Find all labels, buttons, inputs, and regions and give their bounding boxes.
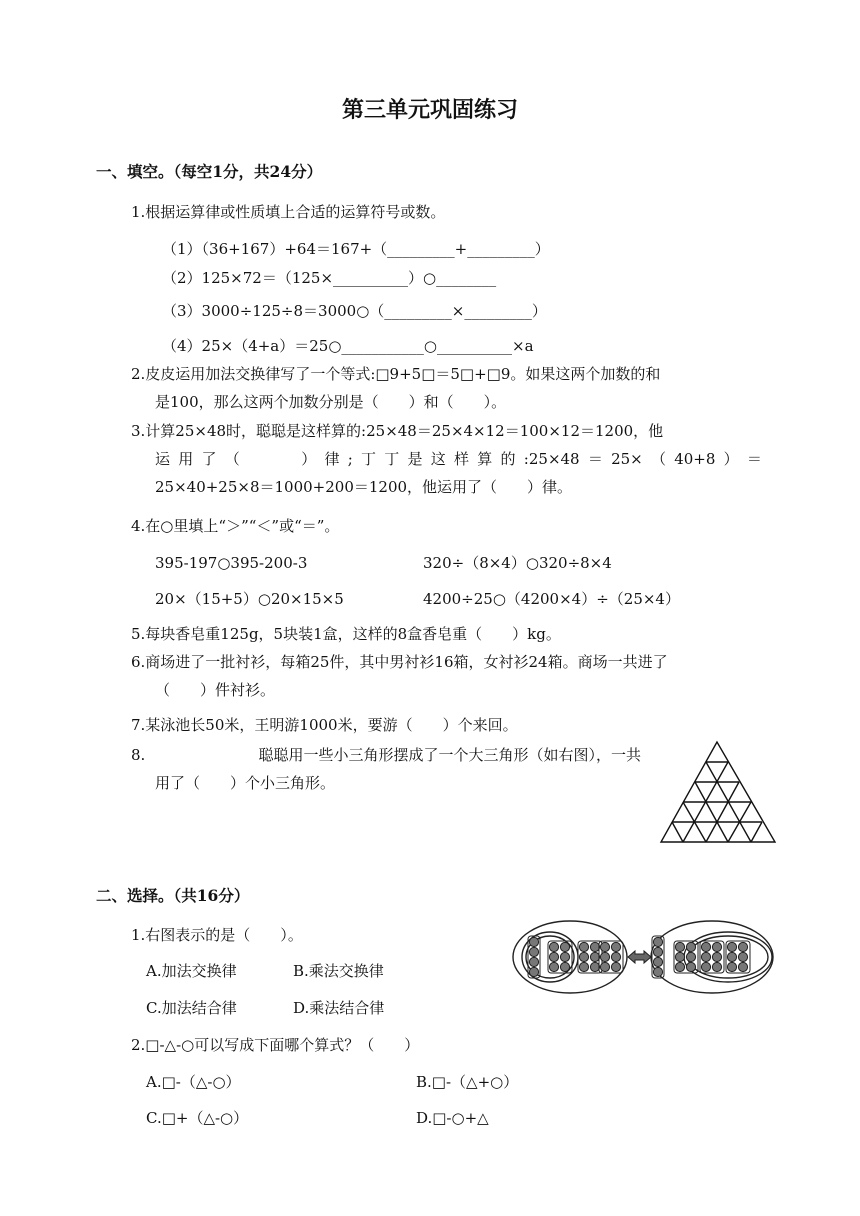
dot — [686, 942, 695, 951]
dot — [600, 942, 609, 951]
q3-line-2-part: 是 — [407, 450, 423, 468]
dot — [675, 962, 684, 971]
dot — [529, 957, 538, 966]
q3-line-2-part: 丁 — [361, 450, 377, 468]
s2-q1-option-d: D.乘法结合律 — [293, 999, 385, 1017]
s2-q2-option-c: C.□+（△-○） — [146, 1109, 249, 1127]
dot — [727, 942, 736, 951]
q3-line-2-part: 40+8 — [674, 450, 716, 468]
q3-line-2-part: 25× — [611, 450, 643, 468]
dot — [712, 942, 721, 951]
dot — [590, 942, 599, 951]
q3-line-2 — [155, 449, 762, 469]
dot — [611, 942, 620, 951]
big-triangle-outline — [661, 742, 775, 842]
s2-q2-option-b: B.□-（△+○） — [416, 1073, 519, 1091]
q3-line-2-part: 样 — [454, 450, 470, 468]
s2-q1-stem: 1.右图表示的是（ ）。 — [131, 926, 303, 944]
dot — [712, 952, 721, 961]
q5: 5.每块香皂重125g，5块装1盒，这样的8盒香皂重（ ）kg。 — [131, 625, 561, 643]
dot — [600, 962, 609, 971]
dot — [529, 947, 538, 956]
grouping-figure — [510, 914, 775, 1004]
q8-line-1 — [131, 745, 641, 765]
dot — [560, 942, 569, 951]
dot — [579, 942, 588, 951]
section-1-heading: 一、填空。（每空1分，共24分） — [96, 162, 323, 181]
q3-line-2-part: 律 — [324, 450, 340, 468]
s2-q1-option-c: C.加法结合律 — [146, 999, 237, 1017]
q4-item-1: 395-197○395-200-3 — [155, 554, 308, 572]
page-title: 第三单元巩固练习 — [341, 97, 518, 123]
q3-line-2-part: （ — [224, 450, 240, 468]
dot — [529, 937, 538, 946]
q1-item-4: （4）25×（4+a）＝25○___________○__________×a — [162, 337, 534, 355]
s2-q2-option-a: A.□-（△-○） — [146, 1073, 241, 1091]
q2-line-1: 2.皮皮运用加法交换律写了一个等式:□9+5□＝5□+□9。如果这两个加数的和 — [131, 365, 661, 383]
dot — [738, 952, 747, 961]
dot — [738, 962, 747, 971]
q3-line-2-part: ） — [723, 450, 739, 468]
dot — [701, 942, 710, 951]
q1-item-3: （3）3000÷125÷8＝3000○（_________×_________） — [162, 302, 547, 320]
q3-line-2-part: 算 — [477, 450, 493, 468]
q4-item-4: 4200÷25○（4200×4）÷（25×4） — [423, 590, 680, 608]
q4-stem: 4.在○里填上“＞”“＜”或“＝”。 — [131, 517, 340, 535]
q3-line-1: 3.计算25×48时，聪聪是这样算的:25×48＝25×4×12＝100×12＝1200，他 — [131, 422, 664, 440]
dot — [675, 942, 684, 951]
dot — [653, 957, 662, 966]
dot — [560, 962, 569, 971]
q3-line-2-part: :25×48 — [523, 450, 580, 468]
dot — [549, 942, 558, 951]
dot — [653, 937, 662, 946]
q3-line-2-part: ） — [301, 450, 317, 468]
s2-q1-option-a: A.加法交换律 — [146, 962, 237, 980]
dot — [675, 952, 684, 961]
q3-line-2-part: （ — [650, 450, 666, 468]
dot — [549, 952, 558, 961]
q3-line-2-part: 了 — [201, 450, 217, 468]
dot — [529, 967, 538, 976]
q3-line-2-part: ＝ — [746, 450, 762, 468]
dot — [727, 962, 736, 971]
dot — [590, 962, 599, 971]
q3-line-2-part: ; — [347, 450, 353, 468]
q3-line-2-part: 的 — [500, 450, 516, 468]
q1-item-1: （1）（36+167）+64＝167+（_________+_________） — [162, 240, 550, 258]
q3-line-2-part: 运 — [155, 450, 171, 468]
dot — [701, 962, 710, 971]
dot — [560, 952, 569, 961]
dot — [686, 952, 695, 961]
q3-line-2-part — [248, 449, 293, 469]
q4-item-3: 20×（15+5）○20×15×5 — [155, 590, 344, 608]
s2-q1-option-b: B.乘法交换律 — [293, 962, 384, 980]
q3-line-2-part: 丁 — [384, 450, 400, 468]
triangle-figure — [655, 736, 780, 848]
q1-item-2: （2）125×72＝（125×__________）○________ — [162, 269, 497, 287]
dot — [600, 952, 609, 961]
section-2-heading: 二、选择。（共16分） — [96, 886, 250, 905]
dot — [712, 962, 721, 971]
q8-line-2: 用了（ ）个小三角形。 — [155, 774, 336, 792]
dot — [701, 952, 710, 961]
dot — [579, 952, 588, 961]
q1-stem: 1.根据运算律或性质填上合适的运算符号或数。 — [131, 203, 446, 221]
dot — [686, 962, 695, 971]
dot — [727, 952, 736, 961]
dot — [738, 942, 747, 951]
q4-item-2: 320÷（8×4）○320÷8×4 — [423, 554, 612, 572]
dot — [579, 962, 588, 971]
q7: 7.某泳池长50米，王明游1000米，要游（ ）个来回。 — [131, 716, 518, 734]
double-arrow-icon — [628, 951, 651, 963]
dot — [653, 967, 662, 976]
s2-q2-stem: 2.□-△-○可以写成下面哪个算式？（ ） — [131, 1036, 420, 1054]
q2-line-2: 是100，那么这两个加数分别是（ ）和（ ）。 — [155, 393, 507, 411]
q3-line-2-part: 用 — [178, 450, 194, 468]
q3-line-2-part: 这 — [430, 450, 446, 468]
s2-q2-option-d: D.□-○+△ — [416, 1109, 489, 1127]
dot — [611, 962, 620, 971]
q3-line-2-part: ＝ — [587, 450, 603, 468]
dot — [611, 952, 620, 961]
dot — [549, 962, 558, 971]
q3-line-3: 25×40+25×8＝1000+200＝1200，他运用了（ ）律。 — [155, 478, 573, 496]
dot — [653, 947, 662, 956]
q8-line-1-part: 8. — [131, 746, 146, 764]
q6-line-2: （ ）件衬衫。 — [155, 681, 276, 699]
dot — [590, 952, 599, 961]
q8-line-1-part: 聪聪用一些小三角形摆成了一个大三角形（如右图），一共 — [258, 746, 641, 764]
q6-line-1: 6.商场进了一批衬衫，每箱25件，其中男衬衫16箱，女衬衫24箱。商场一共进了 — [131, 653, 668, 671]
